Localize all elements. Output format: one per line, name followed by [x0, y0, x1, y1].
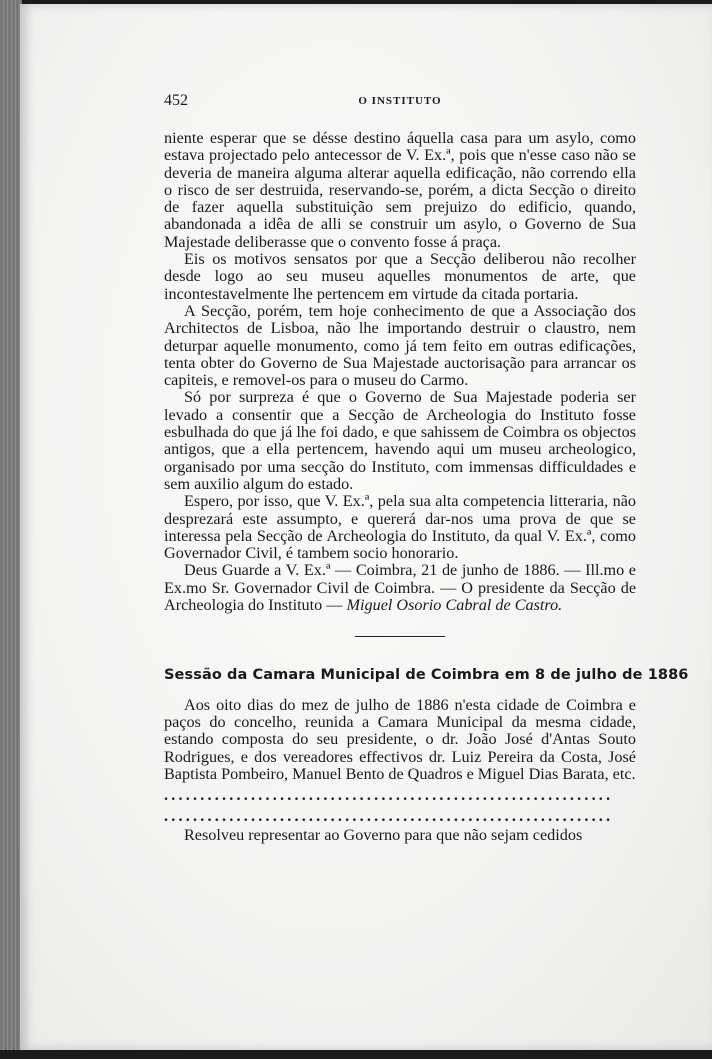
closing-paragraph	[164, 562, 636, 614]
section-heading: Sessão da Camara Municipal de Coimbra em 8 de julho de 1886	[164, 667, 689, 684]
paragraph: Só por surpreza é que o Governo de Sua Majestade poderia ser levado a consentir que a Secção de Archeologia do Instituto fosse esbulhada do que já lhe foi dado, e que sahissem de Coimbra os objectos antigos, que a ella pertencem, havendo aqui um museu archeologico, organisado por uma secção do Instituto, com immensas difficuldades e sem auxilio algum do estado.	[164, 388, 636, 493]
page-number: 452	[164, 92, 188, 109]
paragraph: Espero, por isso, que V. Ex.ª, pela sua alta competencia litteraria, não desprezará este assumpto, e quererá dar-nos uma prova de que se interessa pela Secção de Archeologia do Instituto, da qual V. Ex.ª, como Governador Civil, é tambem socio honorario.	[164, 492, 636, 563]
book-page-edges	[0, 0, 22, 1050]
paragraph: Resolveu representar ao Governo para que não sejam cedidos	[184, 826, 583, 845]
section-divider	[355, 636, 445, 637]
paragraph-continuation: niente esperar que se désse destino áquella casa para um asylo, como estava projectado pelo antecessor de V. Ex.ª, pois que n'esse caso não se deveria de maneira alguma alterar aquella edificação, não correndo ella o risco de ser destruida, reservando-se, porém, a dicta Secção o direito de fazer aquella substituição sem prejuizo do edificio, quando, abandonada a idêa de alli se construir um asylo, o Governo de Sua Majestade deliberasse que o convento fosse á praça.	[164, 129, 636, 251]
running-title: O INSTITUTO	[358, 95, 442, 107]
ellipsis-line: ..............................................................	[164, 808, 614, 826]
page-body	[164, 129, 689, 845]
page-header	[164, 92, 636, 112]
signature: Miguel Osorio Cabral de Castro.	[346, 596, 563, 615]
paragraph: Eis os motivos sensatos por que a Secção deliberou não recolher desde logo ao seu museu aquelles monumentos de arte, que incontestavelmente lhe pertencem em virtude da citada portaria.	[164, 250, 636, 303]
paragraph: Aos oito dias do mez de julho de 1886 n'esta cidade de Coimbra e paços do concelho, reunida a Camara Municipal da mesma cidade, estando composta do seu presidente, o dr. João José d'Antas Souto Rodrigues, e dos vereadores effectivos dr. Luiz Pereira da Costa, José Baptista Pombeiro, Manuel Bento de Quadros e Miguel Dias Barata, etc.	[164, 695, 636, 783]
paragraph: A Secção, porém, tem hoje conhecimento de que a Associação dos Architectos de Lisboa, não lhe importando destruir o claustro, nem deturpar aquelle monumento, como já tem feito em outras edificações, tenta obter do Governo de Sua Majestade auctorisação para arrancar os capiteis, e removel-os para o museu do Carmo.	[164, 301, 636, 390]
ellipsis-line: ..............................................................	[164, 787, 614, 805]
closing-text: Deus Guarde a V. Ex.ª — Coimbra, 21 de junho de 1886. — Ill.mo e Ex.mo Sr. Governador Civil de Coimbra. — O presidente da Secção de Archeologia do Instituto —	[164, 561, 636, 615]
